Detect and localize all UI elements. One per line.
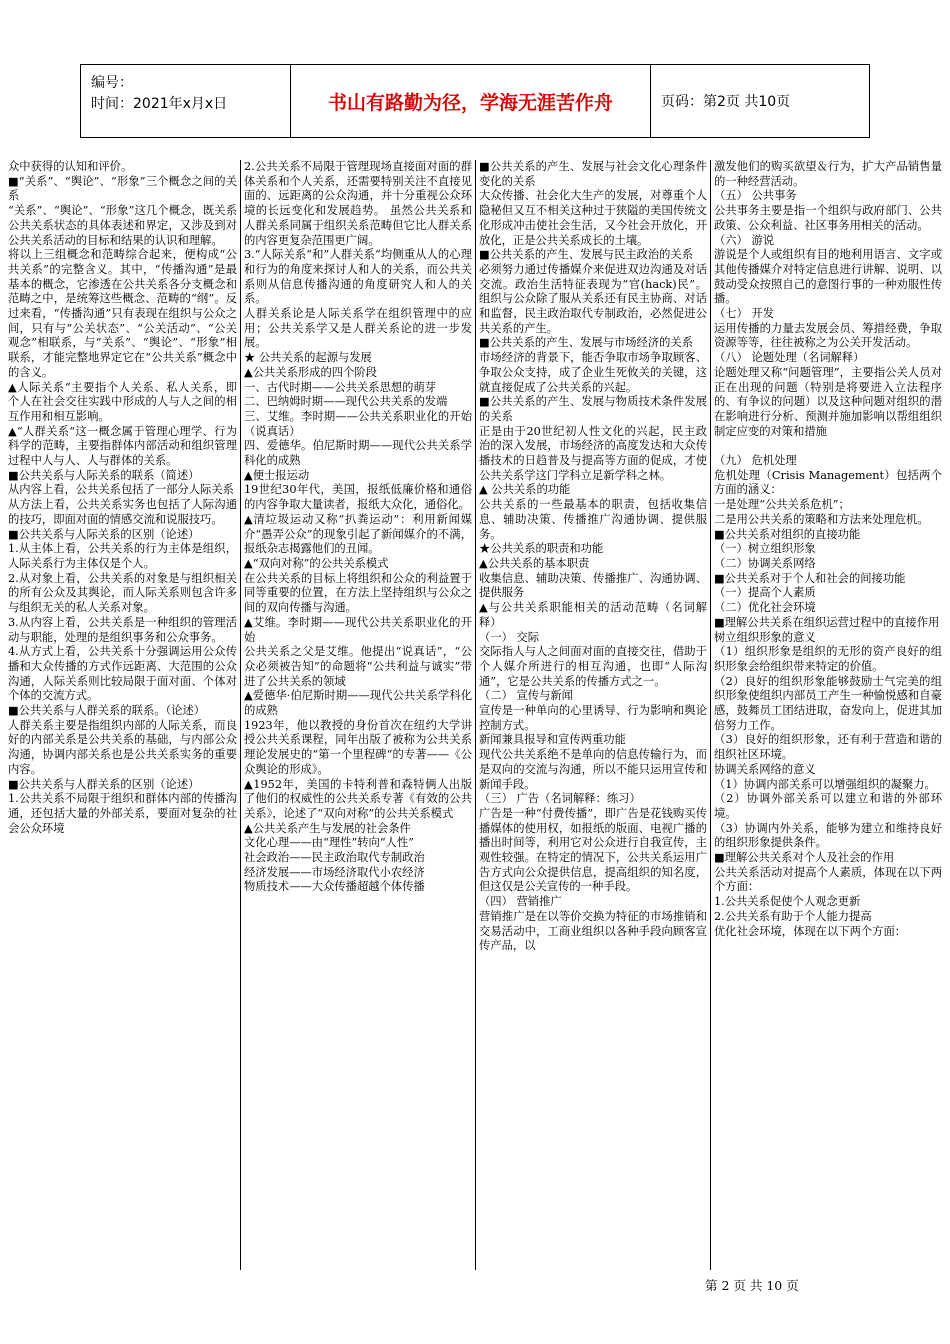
paragraph: ■公共关系与人际关系的区别（论述） [8,527,200,541]
paragraph: ■“关系”、“舆论”、“形象”三个概念之间的关系 [8,174,237,203]
paragraph: 二是用公共关系的策略和方法来处理危机。 [714,512,929,526]
paragraph: 二、巴纳姆时期——现代公共关系的发端 [244,395,448,409]
paragraph: ■公共关系的产生、发展与物质技术条件发展的关系 [479,395,707,423]
paragraph: 优化社会环境，体现在以下两个方面： [714,924,907,938]
paragraph: ▲ 公共关系的功能 [479,483,571,497]
text-column-4 [710,160,945,1270]
paragraph: 在公共关系的目标上将组织和公众的利益置于同等重要的位置，在方法上坚持组织与公众之间的双向传播与沟通。 [244,571,472,615]
paragraph: 从内容上看，公共关系包括了一部分人际关系 [8,483,234,497]
paragraph: 树立组织形象的意义 [714,630,816,644]
page-footer: 第 2 页 共 10 页 [705,1278,799,1293]
paragraph: 交际指人与人之间面对面的直接交往，借助于个人媒介所进行的相互沟通，也即“人际沟通”，它是公共关系的传播方式之一。 [479,645,707,688]
paragraph: （二）协调关系网络 [714,556,816,570]
paragraph: 1.从主体上看，公共关系的行为主体是组织，人际关系行为主体仅是个人。 [8,542,237,570]
paragraph: 三、艾维。李时期——公共关系职业化的开始 （说真话） [244,409,472,438]
paragraph: 3.“人际关系“和”人群关系“均侧重从人的心理和行为的角度来探讨人和人的关系，而公共关系则从信息传播沟通的角度研究人和人的关系。 [244,248,472,306]
paragraph: 人群关系主要是指组织内部的人际关系，而良好的内部关系是公共关系的基础，与内部公众沟通，协调内部关系也是公共关系实务的重要内容。 [8,718,237,776]
paragraph: （六） 游说 [714,233,775,247]
paragraph: 四、爱德华。伯尼斯时期——现代公共关系学科化的成熟 [244,439,472,468]
paragraph: 公共关系的一些最基本的职责，包括收集信息、辅助决策、传播推广沟通协调、提供服务。 [479,498,707,541]
paragraph: 2.公共关系不局限于管理现场直接面对面的群体关系和个人关系，还需要特别关注不直接见面的、远距离的公众沟通，并十分重视公众环境的长远变化和发展趋势。 虽然公共关系和人群关系同属于组织关系范畴但它比人群关系的内容更复杂范围更广阔。 [244,160,472,247]
paragraph: ▲“人群关系“这一概念属于管理心理学、行为科学的范畴，主要指群体内部活动和组织管理过程中人与人、人与群体的关系。 [8,424,237,468]
paragraph: ▲爱德华·伯尼斯时期——现代公共关系学科化的成熟 [244,689,472,718]
paragraph: 1.公共关系不局限于组织和群体内部的传播沟通，还包括大量的外部关系，要面对复杂的社会公众环境 [8,792,237,835]
paragraph: 市场经济的背景下，能否争取市场争取顾客、争取公众支持，成了企业生死攸关的关键，这就直接促成了公共关系的兴起。 [479,351,707,394]
paragraph: 危机处理（Crisis Management）包括两个方面的涵义： [714,468,942,497]
paragraph: （一）提高个人素质 [714,586,816,600]
paragraph: 协调关系网络的意义 [714,762,816,776]
paragraph: 大众传播、社会化大生产的发展，对尊重个人隐秘但又互不相关这种过于狭隘的美国传统文化形成冲击使社会生活，又今社会开放化，开放化，正是公共关系成长的土壤。 [479,189,707,247]
paragraph: 1923年，他以教授的身份首次在纽约大学讲授公共关系课程，同年出版了被称为公共关系理论发展史的“第一个里程碑“的专著——《公众舆论的形成》。 [244,718,472,776]
paragraph: （九） 危机处理 [714,454,797,468]
text-column-3 [475,160,710,1270]
paragraph: （2）协调外部关系可以建立和谐的外部环境。 [714,792,942,820]
paragraph: 人群关系论是人际关系学在组织管理中的应用；公共关系学又是人群关系论的进一步发展。 [244,307,472,350]
paragraph: ▲人际关系“主要指个人关系、私人关系，即个人在社会交往实践中形成的人与人之间的相互作用和相互影响。 [8,380,237,423]
paragraph: ▲“双向对称”的公共关系模式 [244,556,389,570]
paragraph: ■公共关系与人际关系的联系（简述） [8,468,200,482]
paragraph: （七） 开发 [714,307,775,321]
text-column-2 [240,160,475,1270]
paragraph: 宣传是一种单向的心里诱导、行为影响和舆论控制方式。 [479,704,707,732]
paragraph: ■公共关系的产生、发展与民主政治的关系 [479,248,694,262]
paragraph: ■理解公共关系对个人及社会的作用 [714,851,895,865]
paragraph: （3）协调内外关系，能够为建立和维持良好的组织形象提供条件。 [714,821,942,850]
paragraph: 经济发展——市场经济取代小农经济 [244,865,425,879]
paragraph: （一）树立组织形象 [714,542,816,556]
paragraph: 众中获得的认知和评价。 [8,160,133,173]
paragraph: （1）协调内部关系可以增强组织的凝聚力。 [714,777,936,791]
paragraph: 从方法上看，公共关系实务也包括了人际沟通的技巧，即面对面的情感交流和说服技巧。 [8,498,237,526]
paragraph: ▲清垃圾运动又称“扒粪运动”：利用新闻媒介“愚弄公众”的现象引起了新闻媒介的不满，报纸杂志揭露他们的丑闻。 [244,512,472,556]
text-column-1 [5,160,240,1270]
paragraph: ▲公共关系的基本职责 [479,556,590,570]
paragraph: （2）良好的组织形象能够鼓励士气完美的组织形象使组织内部员工产生一种愉悦感和自豪感，鼓舞员工团结进取，奋发向上，促进其加倍努力工作。 [714,674,942,732]
paragraph: ■公共关系的产生、发展与市场经济的关系 [479,336,694,350]
paragraph: 社会政治——民主政治取代专制政治 [244,851,425,865]
paragraph: 广告是一种“付费传播”，即广告是花钱购买传播媒体的使用权，如报纸的版面、电视广播的播出时间等，利用它对公众进行自我宣传，主观性较强。在特定的情况下，公共关系运用广告方式向公众提供信息，提高组织的知名度，但这仅是公关宣传的一种手段。 [479,806,707,894]
paragraph: 公共关系活动对提高个人素质，体现在以下两个方面： [714,865,942,894]
paragraph: 游说是个人或组织有目的地利用语言、文字或其他传播媒介对特定信息进行讲解、说明、以鼓动受众按照自己的意图行事的一种劝服性传播。 [714,248,942,306]
paragraph: 现代公共关系绝不是单向的信息传输行为，而是双向的交流与沟通，所以不能只运用宣传和新闻手段。 [479,748,707,791]
page-header [80,64,870,138]
paragraph: 将以上三组概念和范畴综合起来，便构成“公共关系”的完整含义。其中，“传播沟通”是最基本的概念，它渗透在公共关系各分支概念和范畴之中，是统筹这些概念、范畴的“纲”。反过来看，“传播沟通”只有表现在组织与公众之间，只有与“公关状态”、“公关活动”、“公关观念”相联系，与“关系”、“舆论”、“形象”相联系，才能完整地界定它在“公共关系”概念中的含义。 [8,248,237,379]
paragraph: 新闻兼具报导和宣传两重功能 [479,733,626,747]
paragraph: （八） 论题处理（名词解释） [714,351,865,365]
paragraph: ▲公共关系形成的四个阶段 [244,365,377,379]
text-columns [5,160,945,1270]
paragraph: ★公共关系的职责和功能 [479,542,604,556]
paragraph: 2.从对象上看，公共关系的对象是与组织相关的所有公众及其舆论，而人际关系则包含许多与组织无关的私人关系对象。 [8,571,237,615]
paragraph: ■公共关系与人群关系的联系。（论述） [8,704,206,718]
paragraph: 必须努力通过传播媒介来促进双边沟通及对话交流。政治生活特征表现为“官(hack)民”。组织与公众除了服从关系还有民主协商、对话和监督，民主政治取代专制政治，必然促进公共关系的产生。 [479,262,707,335]
paragraph: 营销推广是在以等价交换为特征的市场推销和交易活动中，工商业组织以各种手段向顾客宣传产品，以 [479,909,707,953]
paragraph: “关系”、“舆论”、“形象”这几个概念，既关系公共关系状态的具体表述和界定，又涉及到对公共关系活动的目标和结果的认识和理解。 [8,204,237,247]
paragraph: ■公共关系对组织的直接功能 [714,527,861,541]
paragraph: ■公共关系对于个人和社会的间接功能 [714,571,906,585]
paragraph: 3.从内容上看，公共关系是一种组织的管理活动与职能，处理的是组织事务和公众事务。 [8,615,237,644]
paragraph: ★ 公共关系的起源与发展 [244,351,372,365]
paragraph: （二）优化社会环境 [714,601,816,615]
paragraph: （一） 交际 [479,630,540,644]
paragraph: 激发他们的购买欲望＆行为，扩大产品销售量的一种经营活动。 [714,160,942,188]
paragraph: ▲艾维。李时期——现代公共关系职业化的开始 [244,615,472,644]
header-meta [81,65,291,137]
paragraph: ■公共关系与人群关系的区别（论述） [8,777,200,791]
paragraph: 文化心理——由“理性”转向“人性” [244,836,414,850]
paragraph [714,439,942,454]
paragraph: ■公共关系的产生、发展与社会文化心理条件变化的关系 [479,160,707,188]
paragraph: （四） 营销推广 [479,895,562,909]
document-number-label: 编号： [91,75,133,91]
header-motto: 书山有路勤为径，学海无涯苦作舟 [291,65,651,137]
paragraph: 4.从方式上看，公共关系十分强调运用公众传播和大众传播的方式作远距离、大范围的公众沟通，人际关系则比较局限于面对面、个体对个体的交流方式。 [8,645,237,703]
paragraph: ▲1952年，美国的卡特利普和森特俩人出版了他们的权威性的公共关系专著《有效的公共关系》，论述了“双向对称”的公共关系模式 [244,777,472,820]
paragraph: （3）良好的组织形象，还有利于营造和谐的组织社区环境。 [714,733,942,762]
paragraph: 公共事务主要是指一个组织与政府部门、公共政策、公众利益、社区事务用相关的活动。 [714,204,942,232]
paragraph: 物质技术——大众传播超越个体传播 [244,880,425,894]
paragraph: 论题处理又称“问题管理”，主要指公关人员对正在出现的问题（特别是将要进入立法程序的、有争议的问题）以及这种问题对组织的潜在影响进行分析、预测并施加影响以帮组组织制定应变的对策和措施 [714,365,942,438]
paragraph: 1.公共关系促使个人观念更新 [714,895,861,909]
paragraph: 一是处理“公共关系危机”； [714,498,850,512]
paragraph: 运用传播的力量去发展会员、筹措经费，争取资源等等，往往被称之为公关开发活动。 [714,321,942,350]
paragraph: ▲与公共关系职能相关的活动范畴（名词解释） [479,601,707,629]
document-date: 时间：2021年x月x日 [91,96,228,112]
paragraph: 公共关系之父是艾维。他提出“说真话”，“公众必须被告知”的命题将“公共利益与诚实”带进了公共关系的领域 [244,645,472,688]
paragraph: 2.公共关系有助于个人能力提高 [714,909,872,923]
paragraph: 一、古代时期——公共关系思想的萌芽 [244,380,437,394]
paragraph: （三） 广告（名词解释：练习） [479,792,641,806]
paragraph: 收集信息、辅助决策、传播推广、沟通协调、提供服务 [479,571,707,600]
paragraph: 正是由于20世纪初人性文化的兴起，民主政治的深入发展，市场经济的高度发达和大众传播技术的日趋普及与提高等方面的促成，才使公共关系学这门学科立足新学科之林。 [479,424,707,482]
paragraph: （1）组织形象是组织的无形的资产良好的组织形象会给组织带来特定的价值。 [714,645,942,673]
paragraph: ▲便士报运动 [244,468,310,482]
paragraph: （五） 公共事务 [714,189,797,203]
paragraph: ▲公共关系产生与发展的社会条件 [244,821,411,835]
paragraph: ■理解公共关系在组织运营过程中的直接作用 [714,615,940,629]
paragraph: （二） 宣传与新闻 [479,689,573,703]
header-page-info: 页码：第2页 共10页 [661,94,791,110]
paragraph: 19世纪30年代，美国，报纸低廉价格和通俗的内容争取大量读者，报纸大众化，通俗化。 [244,483,472,512]
